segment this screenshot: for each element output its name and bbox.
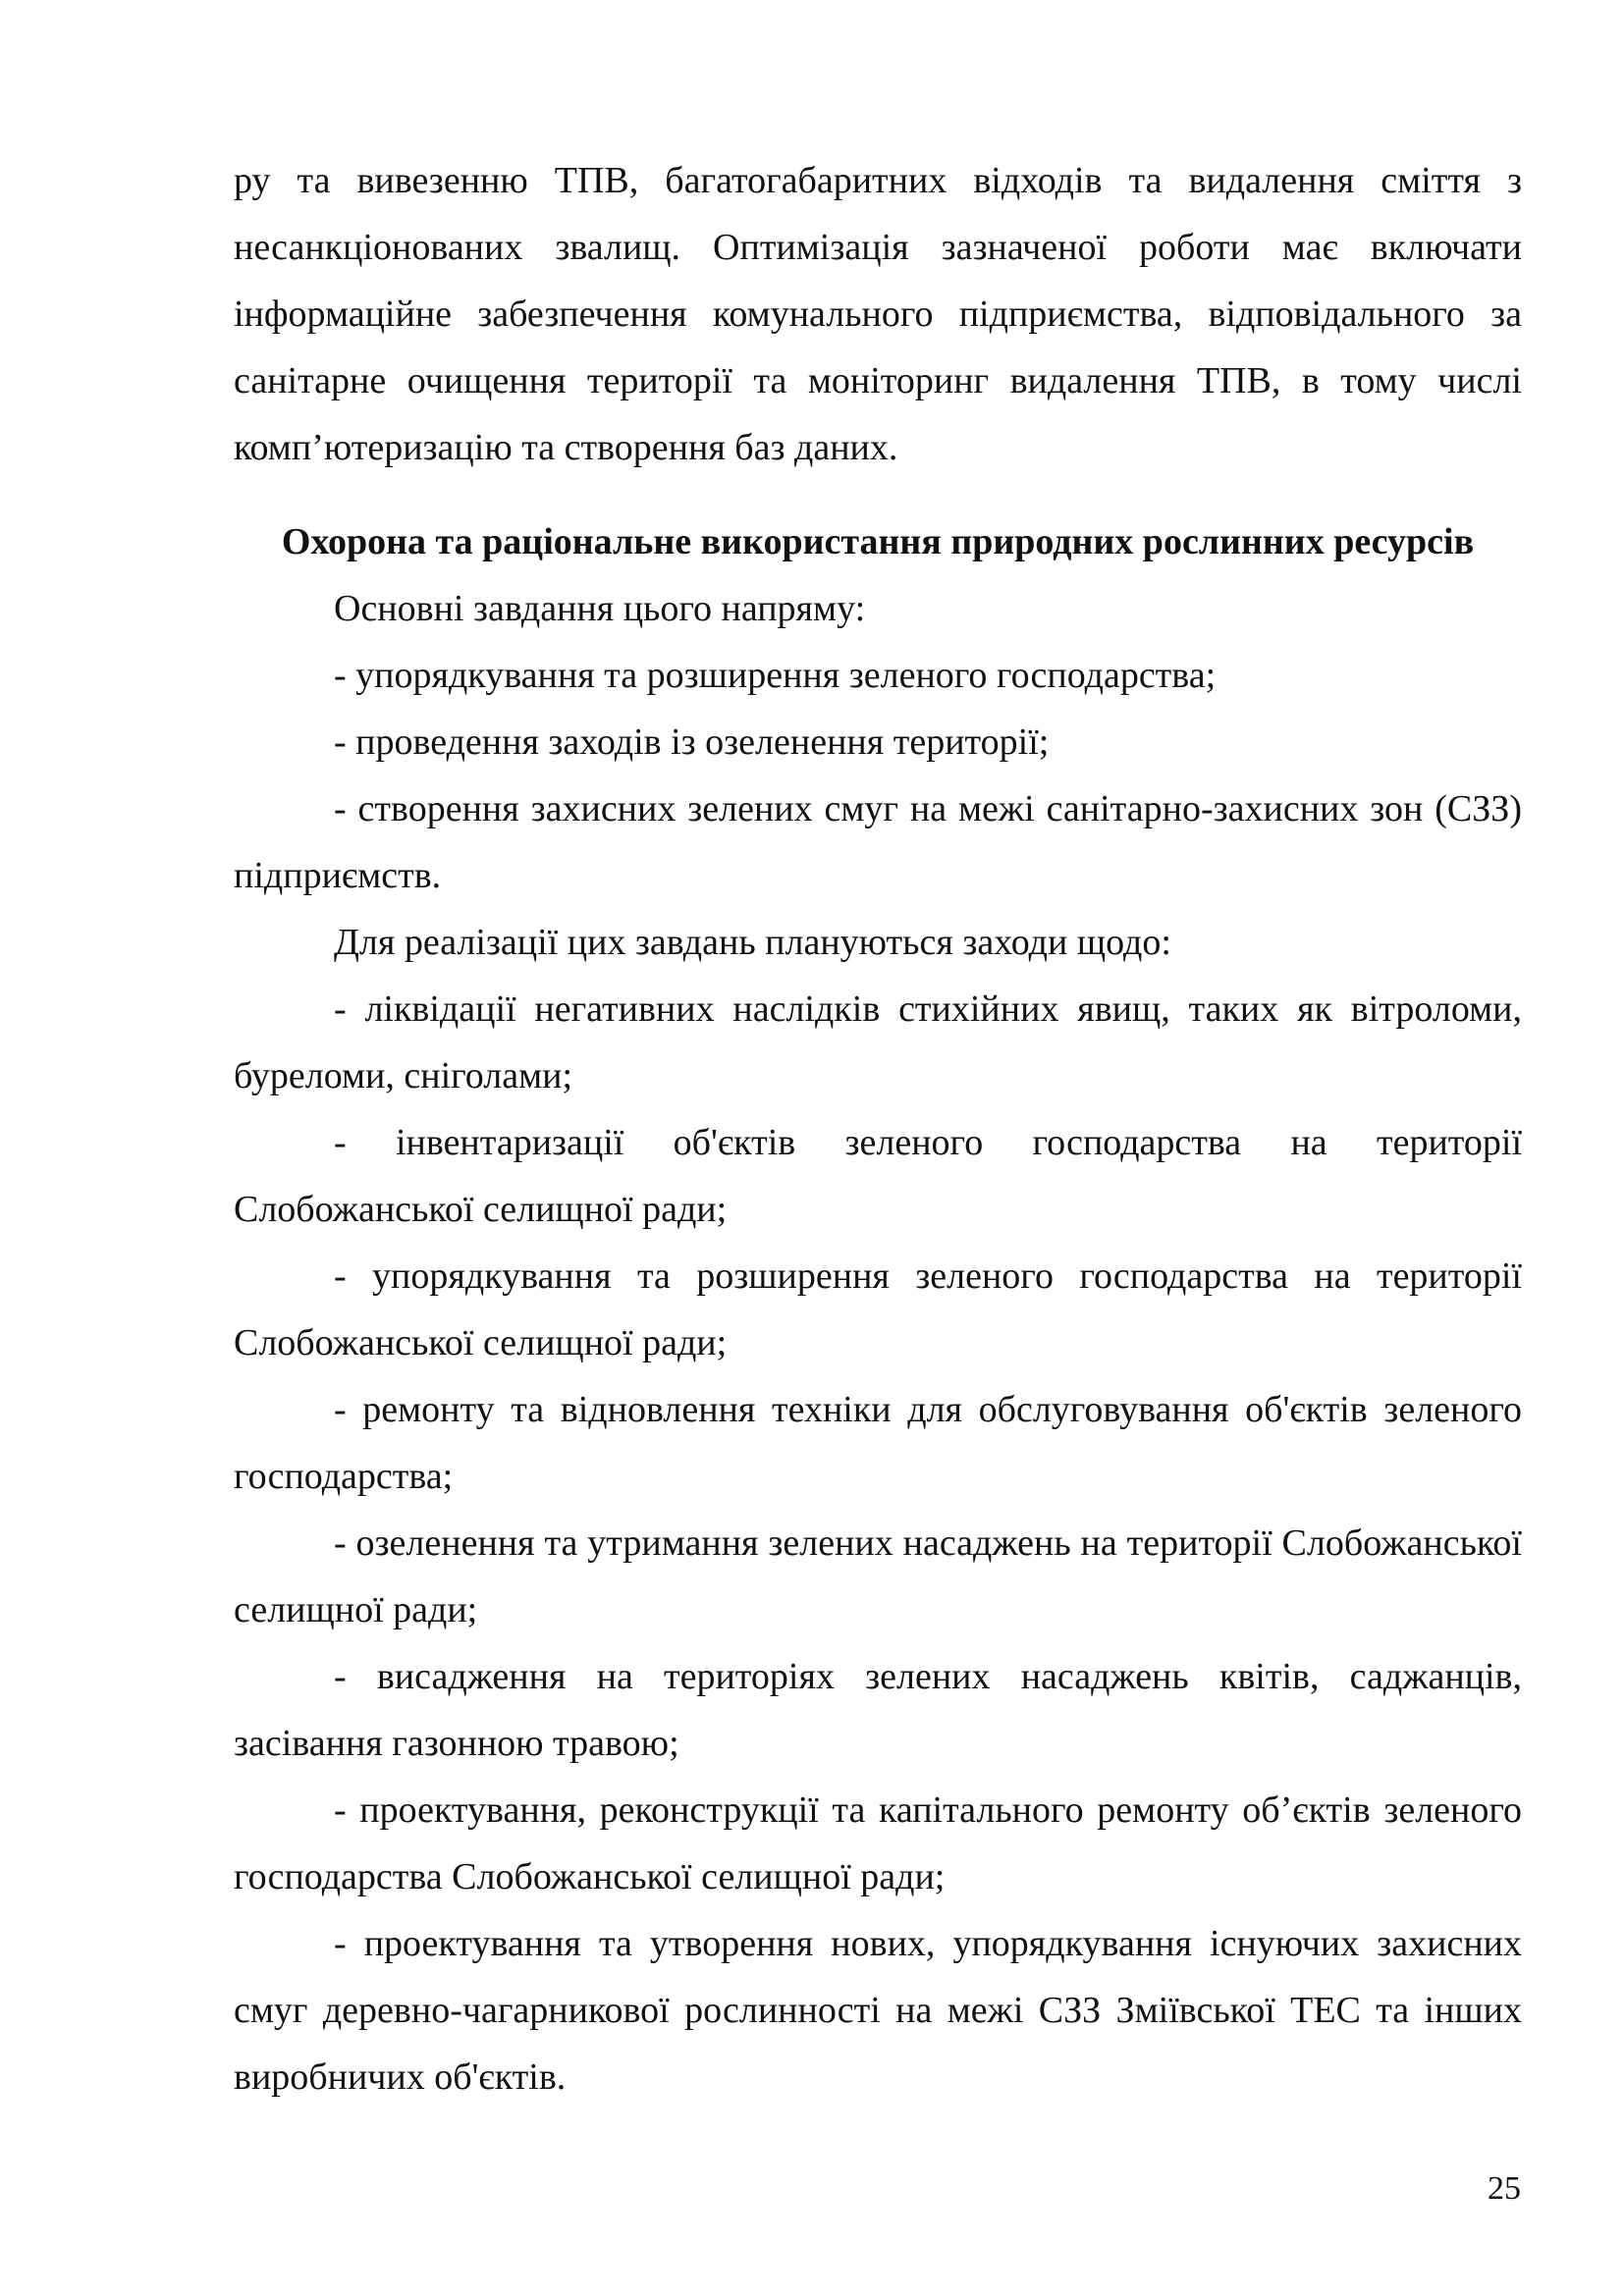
measure-item: - упорядкування та розширення зеленого господарства на території Слобожанської селищної ради; [234, 1255, 1522, 1363]
measure-item: - проектування, реконструкції та капітального ремонту об’єктів зеленого господарства Слобожанської селищної ради; [234, 1789, 1522, 1897]
page-number: 25 [1488, 2170, 1521, 2207]
measure-item: - ліквідації негативних наслідків стихійних явищ, таких як вітроломи, буреломи, сніголами; [234, 988, 1522, 1096]
measure-item: - інвентаризації об'єктів зеленого господарства на території Слобожанської селищної ради; [234, 1122, 1522, 1230]
measures-intro: Для реалізації цих завдань плануються заходи щодо: [334, 922, 1171, 963]
task-item: - проведення заходів із озеленення території; [334, 721, 1050, 763]
document-page [234, 147, 1522, 2110]
measure-item: - ремонту та відновлення техніки для обслуговування об'єктів зеленого господарства; [234, 1389, 1522, 1497]
task-item: - упорядкування та розширення зеленого господарства; [334, 655, 1217, 696]
section-heading: Охорона та раціональне використання природних рослинних ресурсів [281, 521, 1475, 562]
tasks-intro: Основні завдання цього напряму: [334, 588, 866, 629]
task-item: - створення захисних зелених смуг на межі санітарно-захисних зон (СЗЗ) підприємств. [234, 788, 1522, 896]
measure-item: - висадження на територіях зелених насаджень квітів, саджанців, засівання газонною травою; [234, 1656, 1522, 1764]
measure-item: - проектування та утворення нових, упорядкування існуючих захисних смуг деревно-чагарникової рослинності на межі СЗЗ Зміївської ТЕС та інших виробничих об'єктів. [234, 1923, 1522, 2098]
opening-paragraph: ру та вивезенню ТПВ, багатогабаритних відходів та видалення сміття з несанкціонованих звалищ. Оптимізація зазначеної роботи має включати інформаційне забезпечення комунального підприємства, відповідального за санітарне очищення території та моніторинг видалення ТПВ, в тому числі комп’ютеризацію та створення баз даних. [234, 160, 1522, 468]
measure-item: - озеленення та утримання зелених насаджень на території Слобожанської селищної ради; [234, 1522, 1522, 1630]
